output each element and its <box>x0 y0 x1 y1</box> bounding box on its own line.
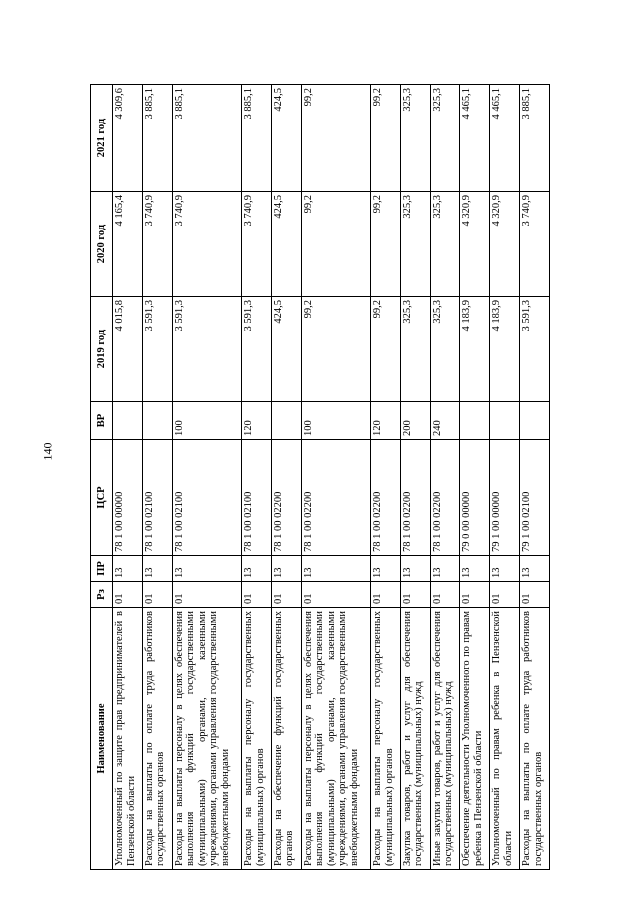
row-name: Уполномоченный по правам ребенка в Пензенской области <box>490 608 520 870</box>
row-2021: 424,5 <box>271 85 301 192</box>
row-2019: 4 183,9 <box>460 297 490 402</box>
row-pr: 13 <box>460 556 490 582</box>
row-2021: 4 465,1 <box>490 85 520 192</box>
header-csr: ЦСР <box>91 440 113 556</box>
row-name: Расходы на выплаты по оплате труда работников государственных органов <box>520 608 550 870</box>
table-row <box>172 85 241 870</box>
row-2021: 4 309,6 <box>113 85 143 192</box>
row-rz: 01 <box>113 582 143 608</box>
row-2019: 325,3 <box>400 297 430 402</box>
row-2019: 4 183,9 <box>490 297 520 402</box>
row-2021: 325,3 <box>430 85 460 192</box>
row-name: Обеспечение деятельности Уполномоченного по правам ребенка в Пензенской области <box>460 608 490 870</box>
table-header-row <box>91 85 113 870</box>
row-csr: 78 1 00 02200 <box>400 440 430 556</box>
row-2021: 4 465,1 <box>460 85 490 192</box>
row-2020: 3 740,9 <box>242 192 272 297</box>
row-rz: 01 <box>172 582 241 608</box>
row-pr: 13 <box>142 556 172 582</box>
row-name: Закупка товаров, работ и услуг для обеспечения государственных (муниципальных) нужд <box>400 608 430 870</box>
table-row <box>301 85 370 870</box>
row-vr <box>113 402 143 440</box>
row-2019: 325,3 <box>430 297 460 402</box>
row-csr: 78 1 00 00000 <box>113 440 143 556</box>
row-2021: 99,2 <box>301 85 370 192</box>
table-row <box>400 85 430 870</box>
row-rz: 01 <box>490 582 520 608</box>
row-rz: 01 <box>520 582 550 608</box>
header-2019: 2019 год <box>91 297 113 402</box>
row-2020: 99,2 <box>371 192 401 297</box>
header-name: Наименование <box>91 608 113 870</box>
row-pr: 13 <box>490 556 520 582</box>
row-2021: 3 885,1 <box>142 85 172 192</box>
row-2020: 99,2 <box>301 192 370 297</box>
row-vr: 240 <box>430 402 460 440</box>
row-pr: 13 <box>301 556 370 582</box>
row-2020: 4 165,4 <box>113 192 143 297</box>
row-rz: 01 <box>460 582 490 608</box>
row-name: Расходы на выплаты персоналу государственных (муниципальных) органов <box>242 608 272 870</box>
table-row <box>142 85 172 870</box>
row-vr: 100 <box>301 402 370 440</box>
row-rz: 01 <box>430 582 460 608</box>
row-2021: 3 885,1 <box>242 85 272 192</box>
page-number: 140 <box>40 442 55 461</box>
row-pr: 13 <box>172 556 241 582</box>
row-vr: 120 <box>242 402 272 440</box>
row-name: Расходы на выплаты по оплате труда работников государственных органов <box>142 608 172 870</box>
row-2019: 3 591,3 <box>172 297 241 402</box>
row-vr: 100 <box>172 402 241 440</box>
rotated-table-container <box>90 85 550 870</box>
row-vr <box>490 402 520 440</box>
header-vr: ВР <box>91 402 113 440</box>
row-2019: 3 591,3 <box>520 297 550 402</box>
table-row <box>430 85 460 870</box>
row-rz: 01 <box>371 582 401 608</box>
row-csr: 79 1 00 02100 <box>520 440 550 556</box>
row-name: Расходы на обеспечение функций государственных органов <box>271 608 301 870</box>
row-pr: 13 <box>400 556 430 582</box>
table-row <box>242 85 272 870</box>
row-2020: 4 320,9 <box>490 192 520 297</box>
row-name: Расходы на выплаты персоналу в целях обеспечения выполнения функций государственными (муниципальными) органами, казенными учреждениями, органами управления государственными внебюджетными фондами <box>301 608 370 870</box>
row-name: Расходы на выплаты персоналу государственных (муниципальных) органов <box>371 608 401 870</box>
row-2021: 3 885,1 <box>520 85 550 192</box>
row-rz: 01 <box>301 582 370 608</box>
table-row <box>271 85 301 870</box>
row-pr: 13 <box>113 556 143 582</box>
row-2020: 3 740,9 <box>172 192 241 297</box>
row-2019: 99,2 <box>301 297 370 402</box>
row-2021: 3 885,1 <box>172 85 241 192</box>
row-pr: 13 <box>520 556 550 582</box>
table-row <box>490 85 520 870</box>
table-row <box>371 85 401 870</box>
row-rz: 01 <box>142 582 172 608</box>
row-vr: 120 <box>371 402 401 440</box>
row-pr: 13 <box>271 556 301 582</box>
row-2020: 4 320,9 <box>460 192 490 297</box>
row-csr: 79 1 00 00000 <box>490 440 520 556</box>
row-csr: 78 1 00 02200 <box>430 440 460 556</box>
row-name: Иные закупки товаров, работ и услуг для обеспечения государственных (муниципальных) нужд <box>430 608 460 870</box>
row-vr <box>271 402 301 440</box>
row-csr: 78 1 00 02100 <box>172 440 241 556</box>
row-2020: 3 740,9 <box>142 192 172 297</box>
header-rz: Рз <box>91 582 113 608</box>
row-name: Расходы на выплаты персоналу в целях обеспечения выполнения функций государственными (муниципальными) органами, казенными учреждениями, органами управления государственными внебюджетными фондами <box>172 608 241 870</box>
row-name: Уполномоченный по защите прав предпринимателей в Пензенской области <box>113 608 143 870</box>
table-wrapper <box>90 85 550 870</box>
row-csr: 78 1 00 02200 <box>371 440 401 556</box>
row-2020: 424,5 <box>271 192 301 297</box>
table-body <box>113 85 550 870</box>
row-2019: 4 015,8 <box>113 297 143 402</box>
row-2019: 3 591,3 <box>142 297 172 402</box>
row-2020: 325,3 <box>400 192 430 297</box>
row-vr: 200 <box>400 402 430 440</box>
row-csr: 78 1 00 02200 <box>271 440 301 556</box>
table-row <box>460 85 490 870</box>
row-2019: 99,2 <box>371 297 401 402</box>
row-2021: 325,3 <box>400 85 430 192</box>
row-csr: 78 1 00 02100 <box>142 440 172 556</box>
table-row <box>113 85 143 870</box>
row-2020: 3 740,9 <box>520 192 550 297</box>
row-pr: 13 <box>242 556 272 582</box>
row-pr: 13 <box>430 556 460 582</box>
row-rz: 01 <box>271 582 301 608</box>
row-csr: 78 1 00 02100 <box>242 440 272 556</box>
row-2019: 3 591,3 <box>242 297 272 402</box>
header-pr: ПР <box>91 556 113 582</box>
budget-table <box>90 84 550 870</box>
row-vr <box>460 402 490 440</box>
row-vr <box>142 402 172 440</box>
header-2020: 2020 год <box>91 192 113 297</box>
row-pr: 13 <box>371 556 401 582</box>
row-csr: 79 0 00 00000 <box>460 440 490 556</box>
row-2021: 99,2 <box>371 85 401 192</box>
header-2021: 2021 год <box>91 85 113 192</box>
row-csr: 78 1 00 02200 <box>301 440 370 556</box>
row-2019: 424,5 <box>271 297 301 402</box>
row-2020: 325,3 <box>430 192 460 297</box>
table-row <box>520 85 550 870</box>
row-rz: 01 <box>242 582 272 608</box>
row-rz: 01 <box>400 582 430 608</box>
row-vr <box>520 402 550 440</box>
